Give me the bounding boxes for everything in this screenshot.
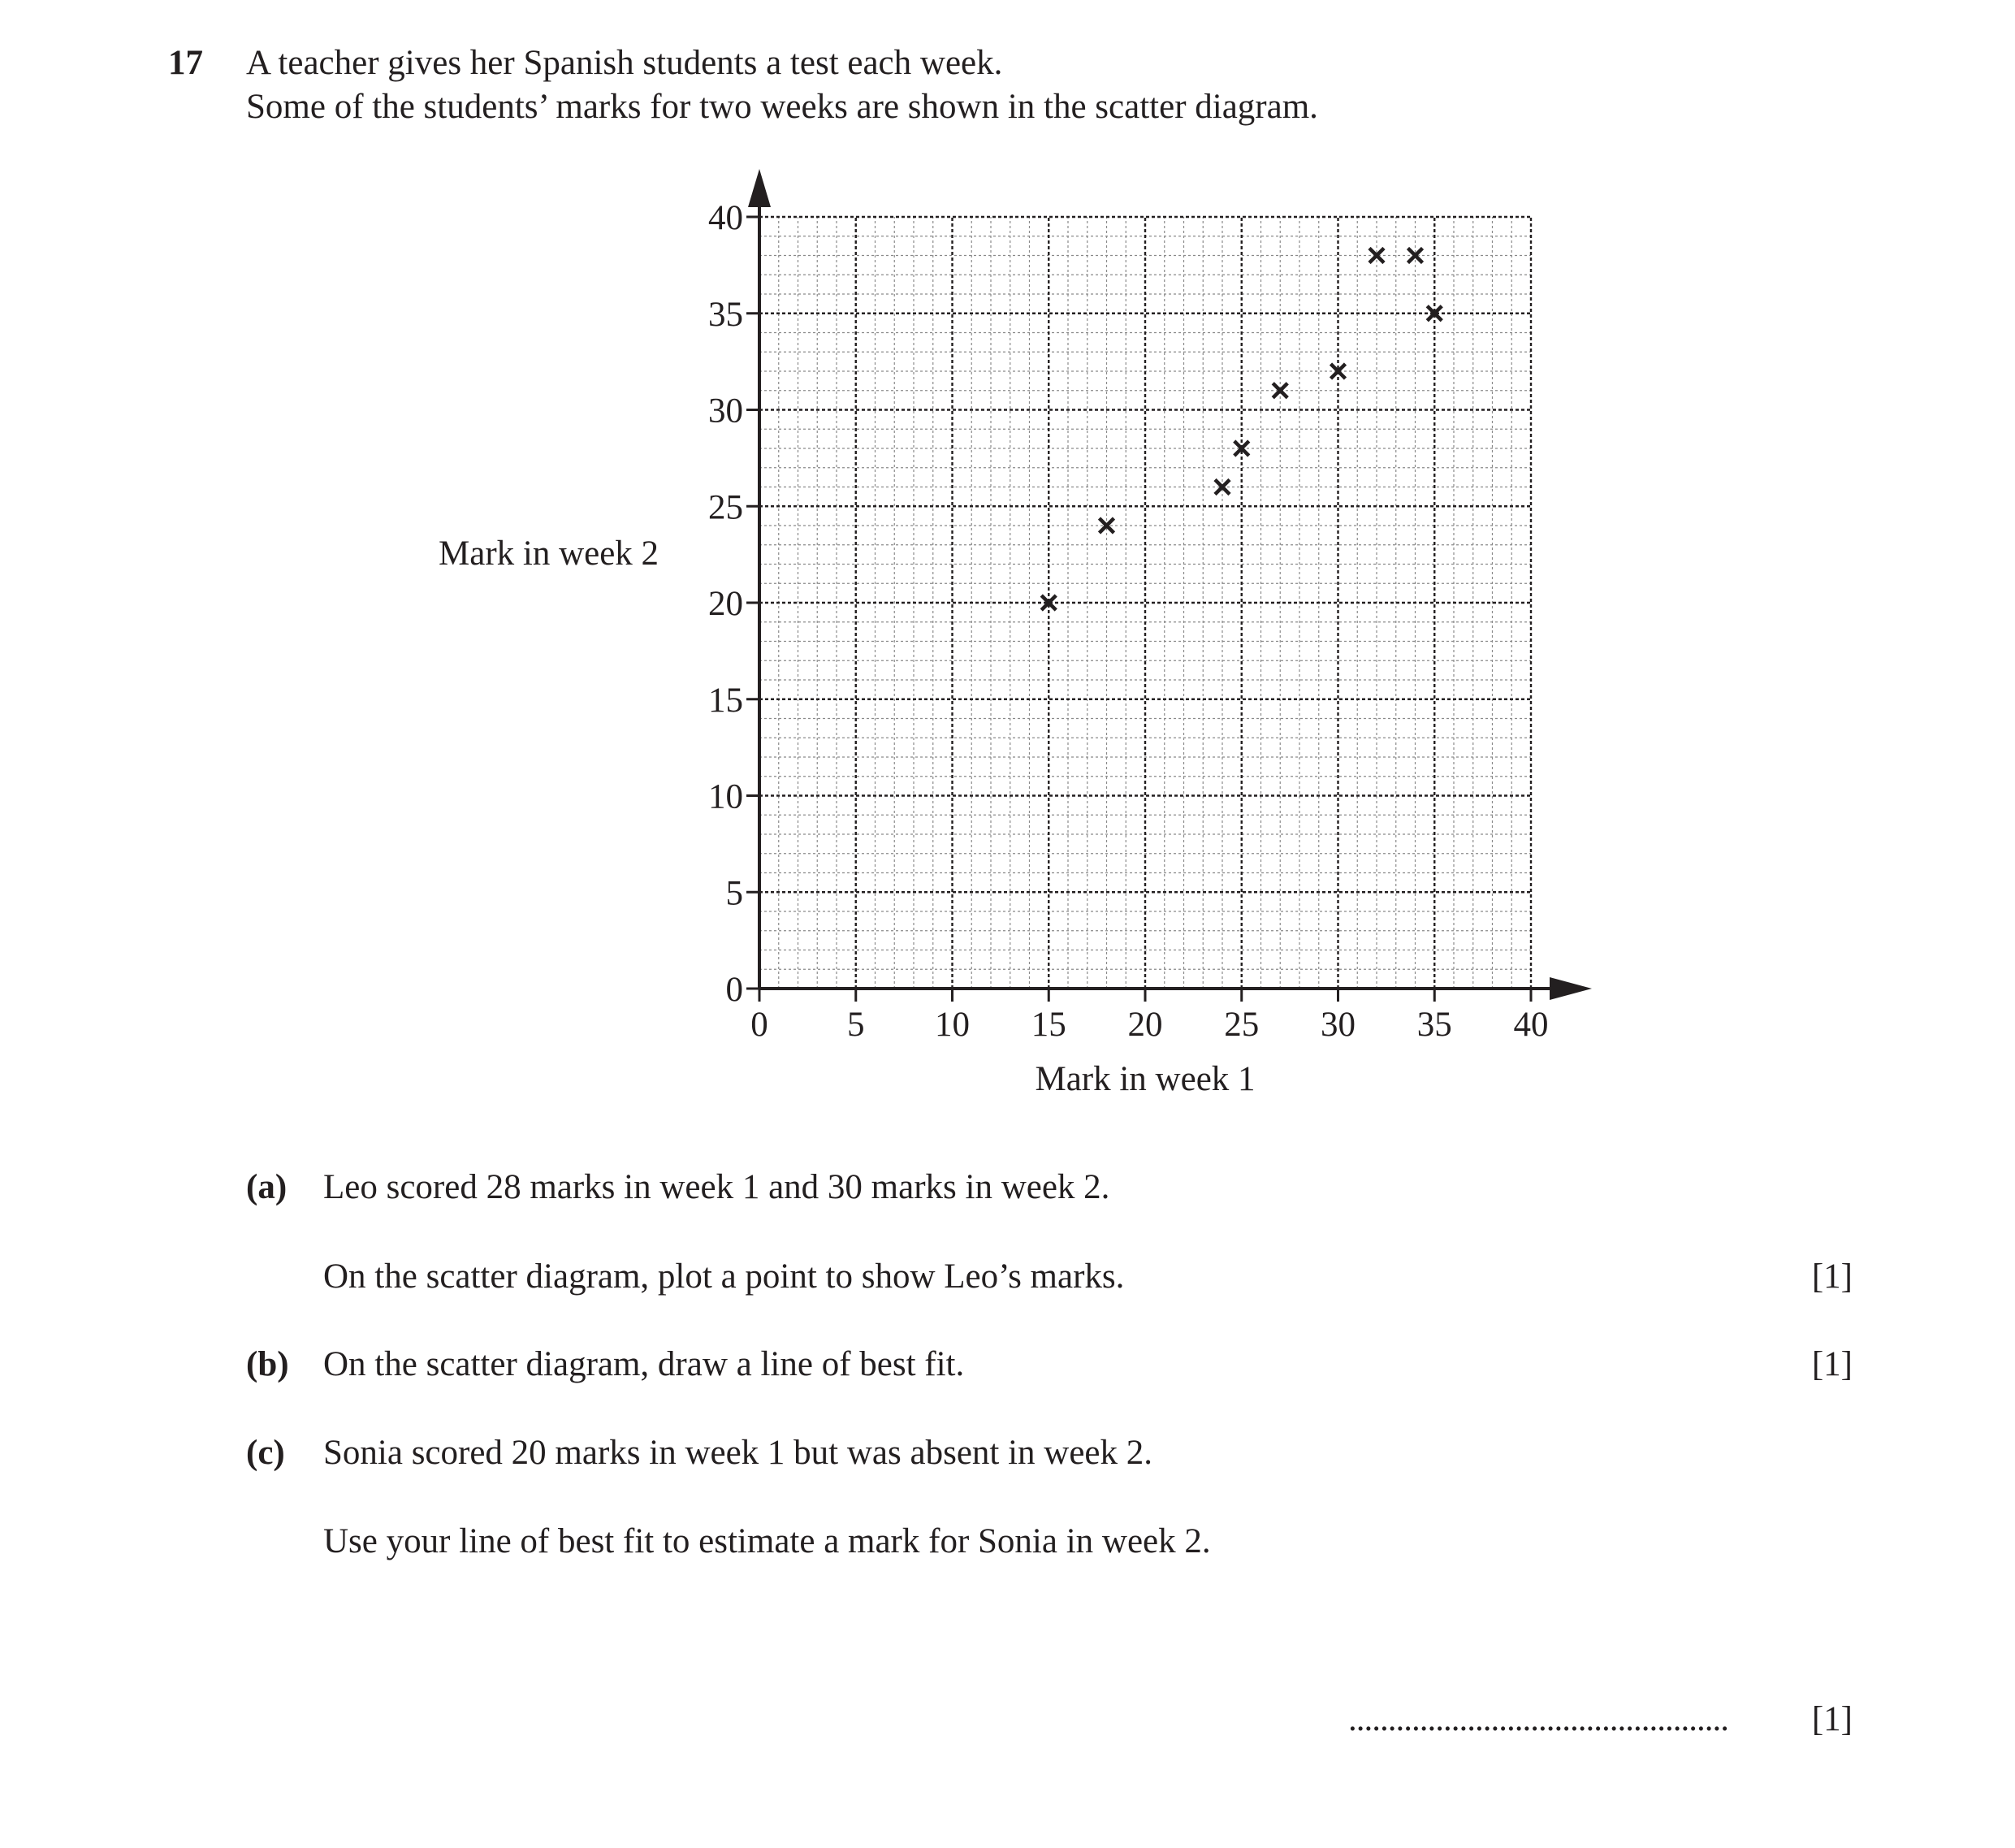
y-axis-arrow [748, 169, 771, 207]
part-b-label: (b) [246, 1345, 289, 1383]
part-b-line-1: On the scatter diagram, draw a line of best fit. [323, 1345, 965, 1383]
ticks [746, 217, 1531, 1002]
y-tick-label: 30 [708, 392, 743, 431]
x-axis-arrow [1550, 977, 1592, 1000]
x-tick-label: 20 [1127, 1006, 1163, 1044]
y-tick-label: 25 [708, 488, 743, 527]
question-intro-line-2: Some of the students’ marks for two weeks are shown in the scatter diagram. [246, 88, 1318, 126]
part-c-line-2: Use your line of best fit to estimate a mark for Sonia in week 2. [323, 1522, 1211, 1560]
data-point [1427, 306, 1442, 321]
data-point [1041, 595, 1056, 610]
part-b-marks: [1] [1811, 1345, 1853, 1383]
part-a-marks: [1] [1811, 1257, 1853, 1296]
grid-major [759, 217, 1531, 989]
y-tick-label: 0 [725, 971, 743, 1009]
part-a-line-2: On the scatter diagram, plot a point to show Leo’s marks. [323, 1257, 1125, 1296]
y-tick-label: 15 [708, 681, 743, 720]
y-tick-label: 5 [725, 874, 743, 913]
x-tick-label: 10 [935, 1006, 970, 1044]
x-tick-label: 25 [1224, 1006, 1260, 1044]
x-tick-label: 40 [1513, 1006, 1549, 1044]
part-c-marks: [1] [1811, 1700, 1853, 1738]
data-point [1273, 383, 1287, 398]
part-a-line-1: Leo scored 28 marks in week 1 and 30 marks in week 2. [323, 1168, 1110, 1206]
y-tick-label: 20 [708, 585, 743, 623]
y-tick-label: 35 [708, 295, 743, 334]
x-tick-label: 15 [1031, 1006, 1066, 1044]
tick-labels [708, 199, 1549, 1044]
x-axis-label: Mark in week 1 [1035, 1060, 1256, 1098]
y-axis-label: Mark in week 2 [439, 534, 659, 573]
part-c-label: (c) [246, 1434, 285, 1472]
x-tick-label: 5 [847, 1006, 865, 1044]
x-tick-label: 35 [1416, 1006, 1452, 1044]
part-c-answer-line[interactable]: ................................................ [1348, 1700, 1728, 1738]
x-tick-label: 30 [1321, 1006, 1356, 1044]
y-tick-label: 40 [708, 199, 743, 237]
question-number: 17 [168, 44, 203, 82]
y-tick-label: 10 [708, 777, 743, 816]
part-c-line-1: Sonia scored 20 marks in week 1 but was absent in week 2. [323, 1434, 1153, 1472]
question-intro-line-1: A teacher gives her Spanish students a test each week. [246, 44, 1003, 82]
part-a-label: (a) [246, 1168, 288, 1206]
x-tick-label: 0 [750, 1006, 768, 1044]
